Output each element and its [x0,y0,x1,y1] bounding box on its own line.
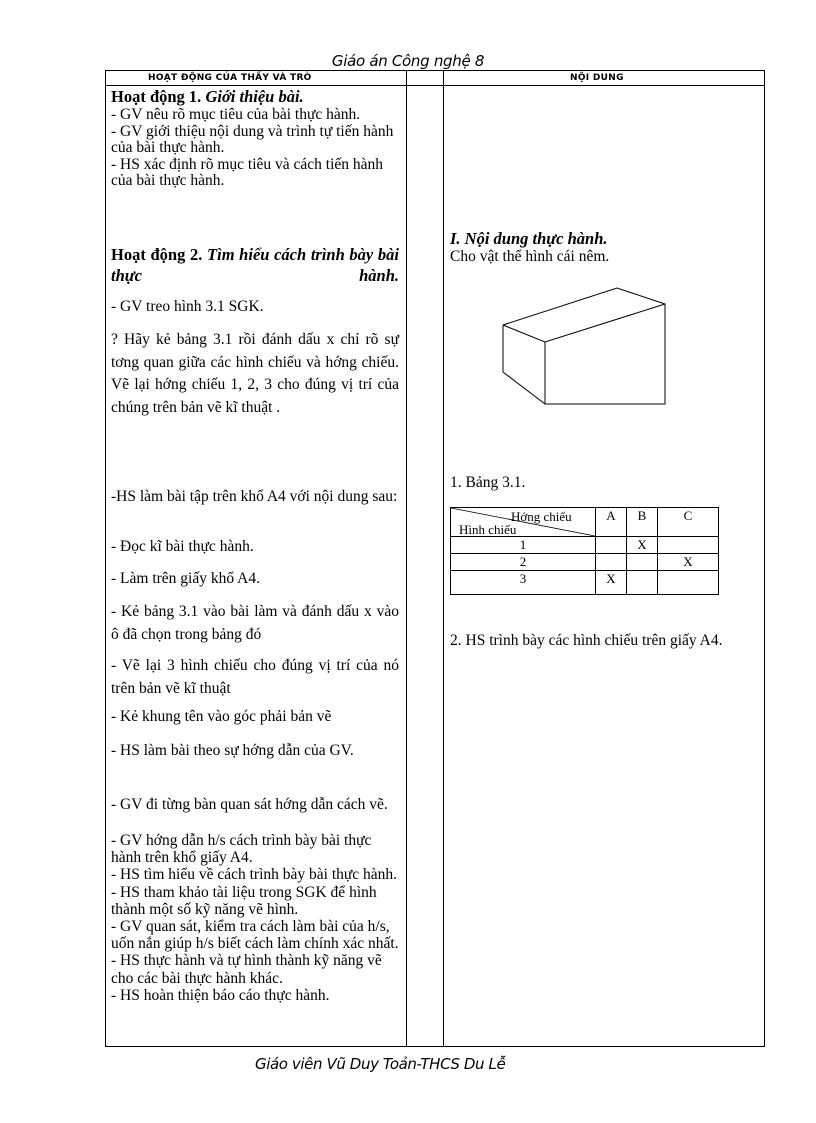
column-divider-left [406,71,407,1046]
column-divider-middle [443,71,444,1046]
wedge-drawing [495,280,675,410]
left-paragraph: - Kẻ bảng 3.1 vào bài làm và đánh dấu x vào ô đã chọn trong bảng đó [111,603,399,643]
left-paragraph: - Làm trên giấy khổ A4. [111,570,260,587]
wedge-outline [503,288,665,404]
left-paragraph: ? Hãy kẻ bảng 3.1 rồi đánh dấu x chỉ rõ sự tơng quan giữa các hình chiếu và hớng chiếu. Vẽ lại hớng chiếu 1, 2, 3 cho đúng vị trí của chúng trên bản vẽ kĩ thuật . [111,331,399,416]
left-paragraph: -HS làm bài tập trên khổ A4 với nội dung sau: [111,488,398,505]
left-paragraph: - Vẽ lại 3 hình chiếu cho đúng vị trí của nó trên bản vẽ kĩ thuật [111,657,399,697]
activity-1-line: - HS xác định rõ mục tiêu và cách tiến hành của bài thực hành. [111,155,384,189]
section-title: I. Nội dung thực hành. [450,229,608,248]
left-paragraph: - GV đi từng bàn quan sát hớng dẫn cách vẽ. [111,796,388,813]
table-col-header: C [658,508,719,537]
table-cell [596,537,627,554]
table-corner-cell [451,508,596,537]
activity-1-heading: Hoạt động 1. Giới thiệu bài. [111,87,304,106]
projection-table [450,507,719,595]
activity-2-heading: Hoạt động 2. Tìm hiểu cách trình bày bài thực hành. [111,245,399,285]
column-header-content: NỘI DUNG [570,73,624,83]
left-tail-line: - HS tham khảo tài liệu trong SGK để hình thành một số kỹ năng vẽ hình. [111,883,377,918]
left-tail-line: - GV quan sát, kiểm tra cách làm bài của h/s, uốn nắn giúp h/s biết cách làm chính xác nhất. [111,918,399,953]
left-tail-line: - HS thực hành và tự hình thành kỹ năng vẽ cho các bài thực hành khác. [111,952,382,987]
left-paragraph: - Kẻ khung tên vào góc phải bản vẽ [111,708,332,725]
left-paragraph: - HS làm bài theo sự hớng dẫn của GV. [111,742,354,759]
activity-1-body [111,107,399,190]
table-cell [596,554,627,571]
table-row-label: 1 [451,537,596,554]
table-caption: 1. Bảng 3.1. [450,474,526,491]
left-tail-line: - HS tìm hiểu về cách trình bày bài thực hành. [111,866,398,884]
table-cell: X [627,537,658,554]
table-cell [658,537,719,554]
table-cell [627,571,658,595]
corner-label-direction: Hớng chiếu [511,509,572,524]
table-row-label: 2 [451,554,596,571]
table-col-header: B [627,508,658,537]
left-paragraph: - GV treo hình 3.1 SGK. [111,298,264,315]
activity-1-line: - GV nêu rõ mục tiêu của bài thực hành. [111,106,361,123]
column-header-activities: HOẠT ĐỘNG CỦA THẦY VÀ TRÒ [148,73,312,83]
table-cell: X [658,554,719,571]
wedge-edge [503,304,665,342]
point-2-text: 2. HS trình bày các hình chiếu trên giấy A4. [450,632,723,649]
table-col-header: A [596,508,627,537]
table-cell: X [596,571,627,595]
header-row-line [106,85,764,86]
page-footer: Giáo viên Vũ Duy Toản-THCS Du Lễ [255,1055,506,1073]
left-paragraph: - Đọc kĩ bài thực hành. [111,538,254,555]
activity-1-line: - GV giới thiệu nội dung và trình tự tiến hành của bài thực hành. [111,122,394,156]
table-cell [627,554,658,571]
left-tail-block [111,832,399,1004]
section-intro: Cho vật thể hình cái nêm. [450,248,610,265]
corner-label-projection: Hình chiếu [459,522,517,537]
table-cell [658,571,719,595]
table-row-label: 3 [451,571,596,595]
left-tail-line: - HS hoàn thiện báo cáo thực hành. [111,986,330,1004]
page-header: Giáo án Công nghệ 8 [331,52,485,70]
left-tail-line: - GV hớng dẫn h/s cách trình bày bài thực hành trên khổ giấy A4. [111,832,372,867]
